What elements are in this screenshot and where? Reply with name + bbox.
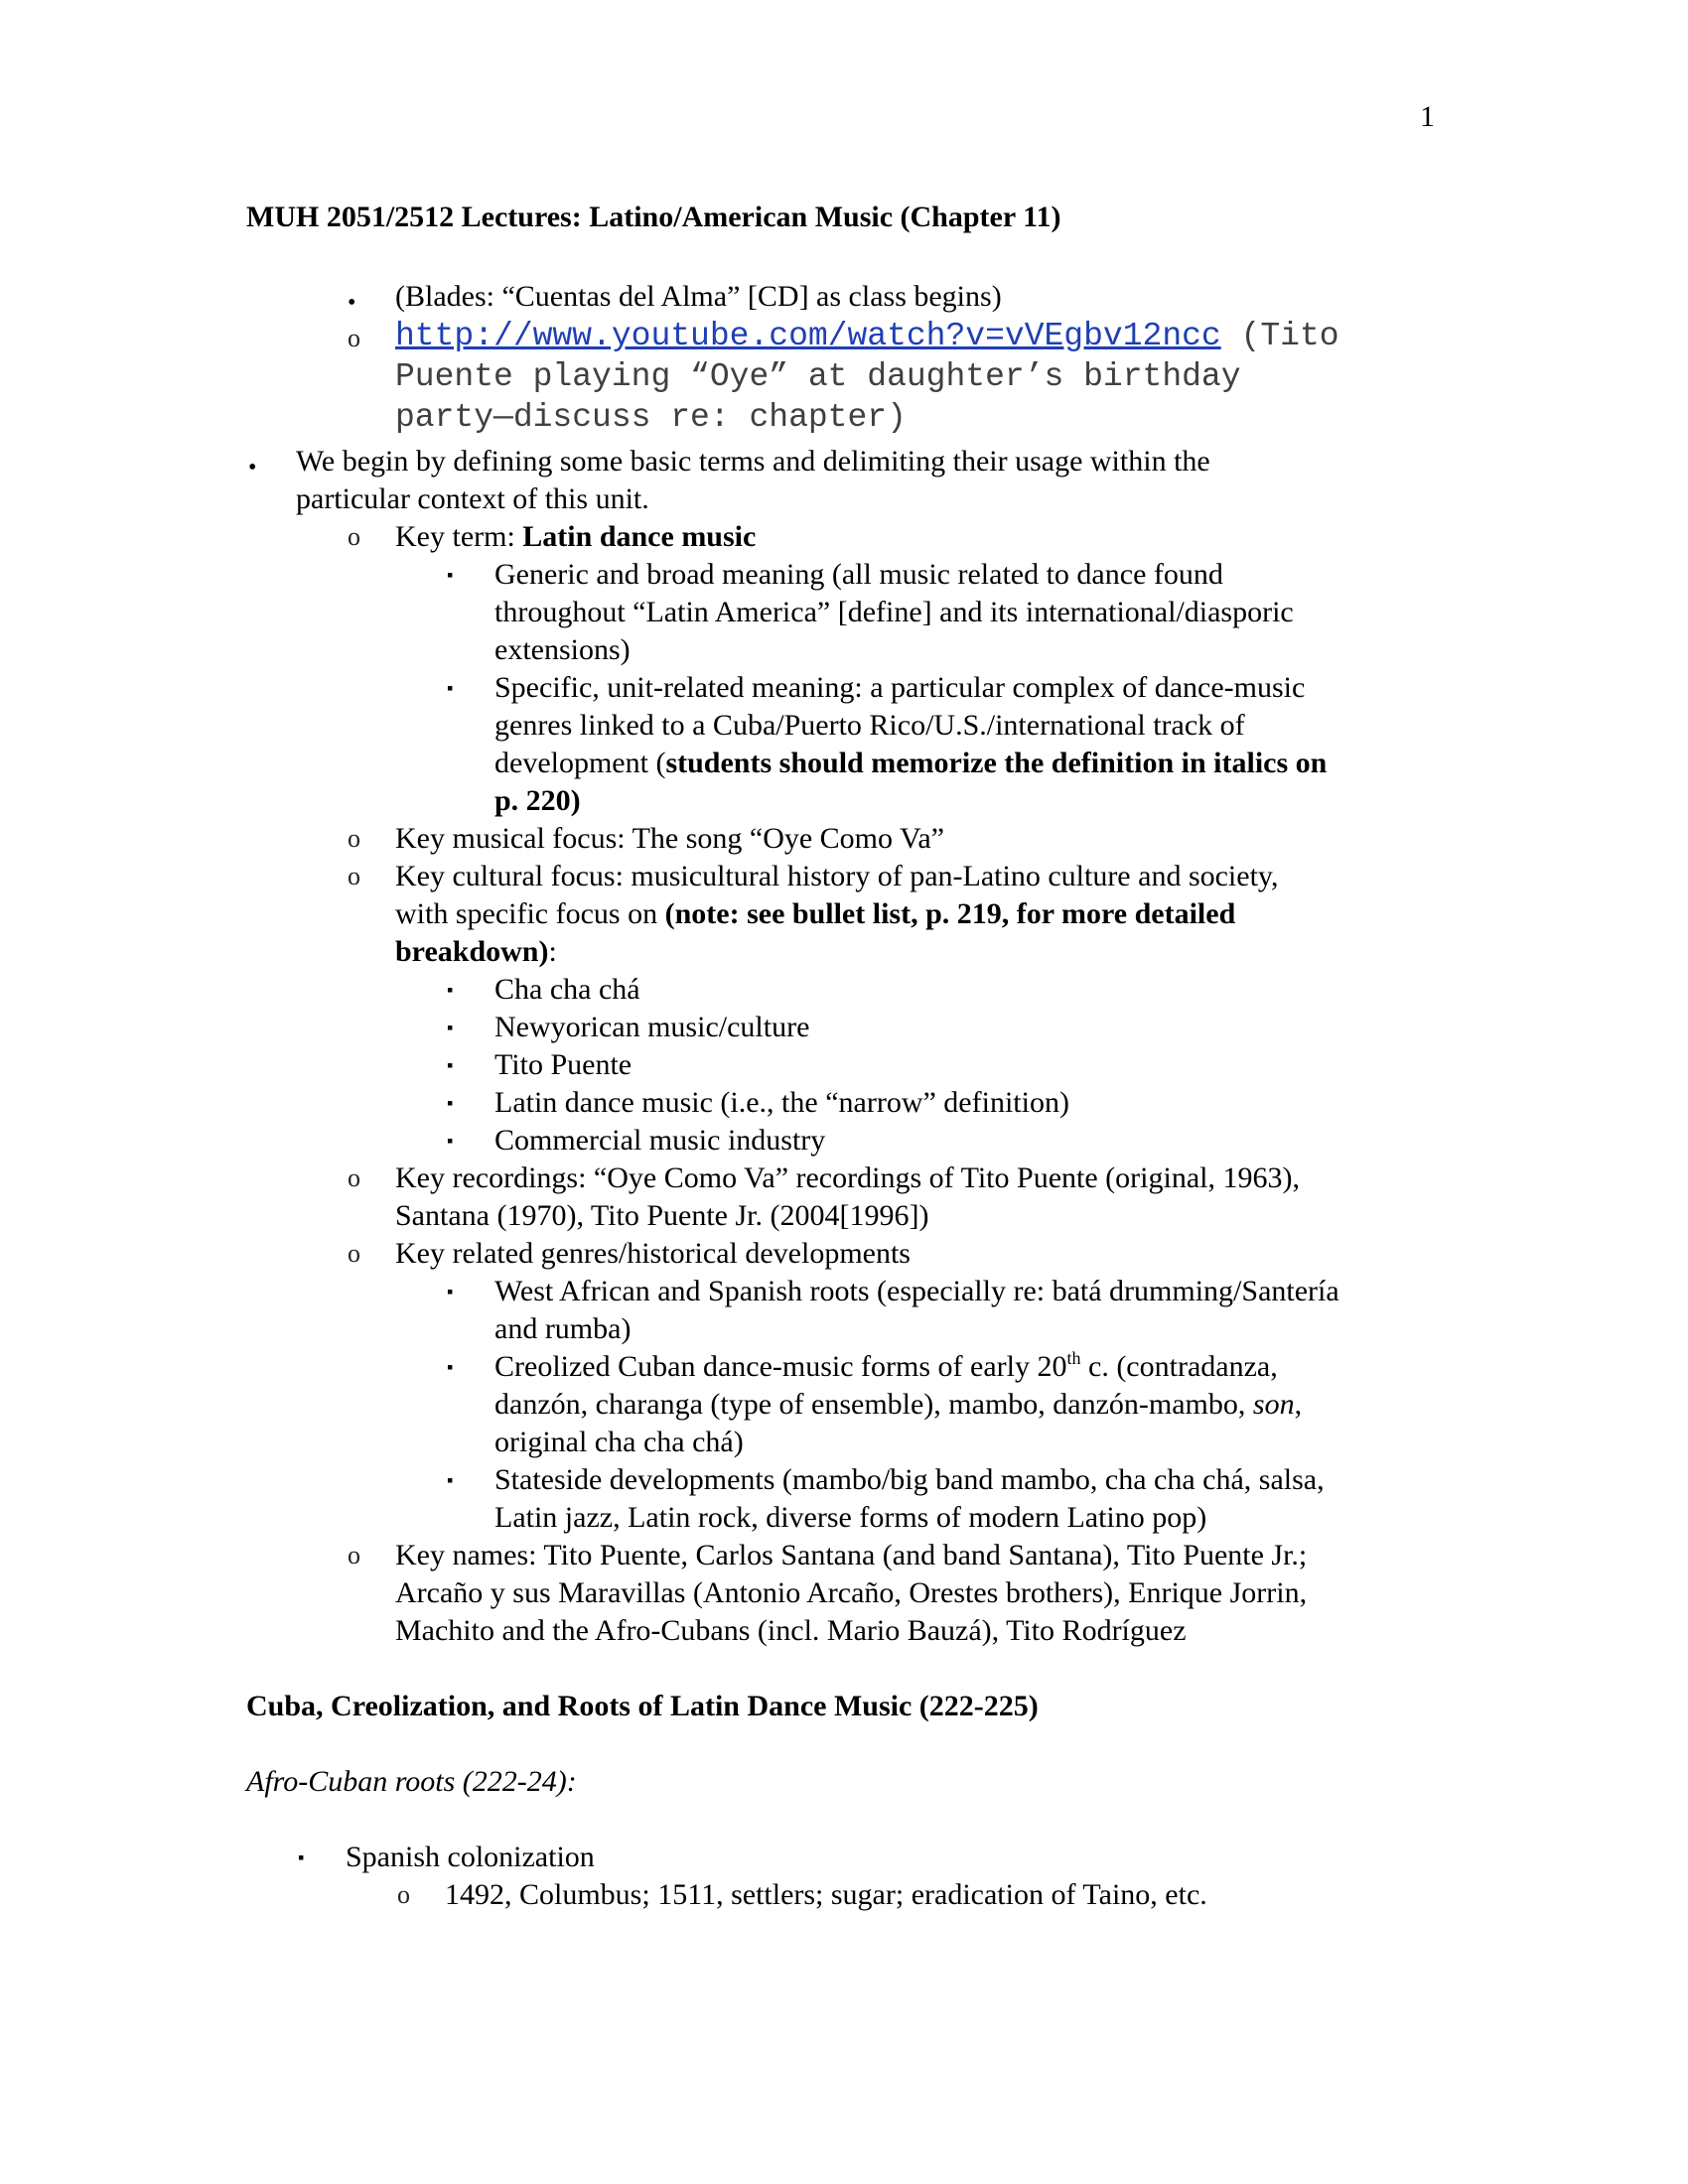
list-item: Newyorican music/culture xyxy=(494,1011,810,1043)
generic-line: Generic and broad meaning (all music related to dance found xyxy=(494,558,1223,591)
creolized-line xyxy=(494,1348,1278,1386)
link-note-line: party—discuss re: chapter) xyxy=(395,399,907,436)
link-note-line: Puente playing “Oye” at daughter’s birthday xyxy=(395,358,1241,395)
generic-line: throughout “Latin America” [define] and its international/diasporic xyxy=(494,596,1294,628)
stateside-line: Stateside developments (mambo/big band mambo, cha cha chá, salsa, xyxy=(494,1463,1325,1496)
square-bullet: ▪ xyxy=(447,565,454,585)
specific-line: Specific, unit-related meaning: a particular complex of dance-music xyxy=(494,671,1306,704)
creolized-line: original cha cha chá) xyxy=(494,1426,744,1458)
key-term-value: Latin dance music xyxy=(522,520,757,553)
specific-emphasis: students should memorize the definition in italics on xyxy=(665,747,1328,779)
names-line: Arcaño y sus Maravillas (Antonio Arcaño, Orestes brothers), Enrique Jorrin, xyxy=(395,1576,1308,1609)
section-subitem: 1492, Columbus; 1511, settlers; sugar; eradication of Taino, etc. xyxy=(445,1878,1207,1911)
creolized-text: Creolized Cuban dance-music forms of early 20 xyxy=(494,1350,1067,1383)
circle-bullet: o xyxy=(348,1163,360,1192)
names-line: Machito and the Afro-Cubans (incl. Mario Bauzá), Tito Rodríguez xyxy=(395,1614,1187,1647)
square-bullet: ▪ xyxy=(447,1131,454,1151)
circle-bullet: o xyxy=(348,1239,360,1268)
stateside-line: Latin jazz, Latin rock, diverse forms of modern Latino pop) xyxy=(494,1501,1207,1534)
creolized-line xyxy=(494,1386,1302,1424)
section-heading: Cuba, Creolization, and Roots of Latin Dance Music (222-225) xyxy=(246,1690,1039,1722)
page-title: MUH 2051/2512 Lectures: Latino/American Music (Chapter 11) xyxy=(246,201,1061,233)
square-bullet: ▪ xyxy=(447,1093,454,1113)
roots-line: West African and Spanish roots (especially re: batá drumming/Santería xyxy=(494,1275,1339,1307)
opening-item: (Blades: “Cuentas del Alma” [CD] as class begins) xyxy=(395,280,1002,313)
cultural-focus-emphasis: breakdown) xyxy=(395,935,549,968)
circle-bullet: o xyxy=(348,522,360,551)
disc-bullet: • xyxy=(348,290,356,316)
cultural-focus-line xyxy=(395,933,557,971)
creolized-text: c. (contradanza, xyxy=(1080,1350,1278,1383)
superscript: th xyxy=(1066,1348,1081,1368)
link-note: (Tito xyxy=(1220,318,1339,354)
roots-line: and rumba) xyxy=(494,1312,632,1345)
specific-emphasis: p. 220) xyxy=(494,784,581,817)
list-item: Latin dance music (i.e., the “narrow” definition) xyxy=(494,1086,1069,1119)
key-term xyxy=(395,518,756,556)
square-bullet: ▪ xyxy=(447,678,454,698)
son-italic: son xyxy=(1252,1388,1295,1421)
names-line: Key names: Tito Puente, Carlos Santana (and band Santana), Tito Puente Jr.; xyxy=(395,1539,1308,1571)
specific-line: genres linked to a Cuba/Puerto Rico/U.S./international track of xyxy=(494,709,1245,742)
recordings-line: Santana (1970), Tito Puente Jr. (2004[1996]) xyxy=(395,1199,929,1232)
section-subheading: Afro-Cuban roots (222-24): xyxy=(246,1765,577,1798)
circle-bullet: o xyxy=(348,862,360,890)
square-bullet: ▪ xyxy=(298,1847,305,1867)
opening-link-line xyxy=(395,316,1339,356)
genres-label: Key related genres/historical developments xyxy=(395,1237,911,1270)
square-bullet: ▪ xyxy=(447,980,454,1000)
generic-line: extensions) xyxy=(494,633,631,666)
square-bullet: ▪ xyxy=(447,1357,454,1377)
circle-bullet: o xyxy=(348,1541,360,1570)
cultural-focus-line: Key cultural focus: musicultural history of pan-Latino culture and society, xyxy=(395,860,1279,892)
creolized-text: danzón, charanga (type of ensemble), mambo, danzón-mambo, xyxy=(494,1388,1253,1421)
musical-focus: Key musical focus: The song “Oye Como Va” xyxy=(395,822,944,855)
square-bullet: ▪ xyxy=(447,1055,454,1075)
list-item: Commercial music industry xyxy=(494,1124,826,1157)
cultural-focus-text: : xyxy=(548,935,557,968)
page-number: 1 xyxy=(1420,100,1435,133)
key-term-label: Key term: xyxy=(395,520,523,553)
section-item: Spanish colonization xyxy=(346,1841,595,1873)
list-item: Tito Puente xyxy=(494,1048,633,1081)
square-bullet: ▪ xyxy=(447,1282,454,1301)
intro-line: We begin by defining some basic terms and delimiting their usage within the xyxy=(296,445,1210,478)
list-item: Cha cha chá xyxy=(494,973,640,1006)
specific-text: development ( xyxy=(494,747,666,779)
circle-bullet: o xyxy=(348,824,360,853)
disc-bullet: • xyxy=(248,455,257,480)
cultural-focus-line xyxy=(395,895,1235,933)
square-bullet: ▪ xyxy=(447,1018,454,1037)
creolized-text: , xyxy=(1294,1388,1303,1421)
cultural-focus-emphasis: (note: see bullet list, p. 219, for more detailed xyxy=(664,897,1236,930)
cultural-focus-text: with specific focus on xyxy=(395,897,665,930)
recordings-line: Key recordings: “Oye Como Va” recordings of Tito Puente (original, 1963), xyxy=(395,1161,1300,1194)
youtube-link[interactable]: http://www.youtube.com/watch?v=vVEgbv12ncc xyxy=(395,318,1221,354)
intro-line: particular context of this unit. xyxy=(296,482,649,515)
circle-bullet: o xyxy=(397,1880,410,1909)
square-bullet: ▪ xyxy=(447,1470,454,1490)
circle-bullet: o xyxy=(348,324,360,352)
specific-line xyxy=(494,745,1327,782)
